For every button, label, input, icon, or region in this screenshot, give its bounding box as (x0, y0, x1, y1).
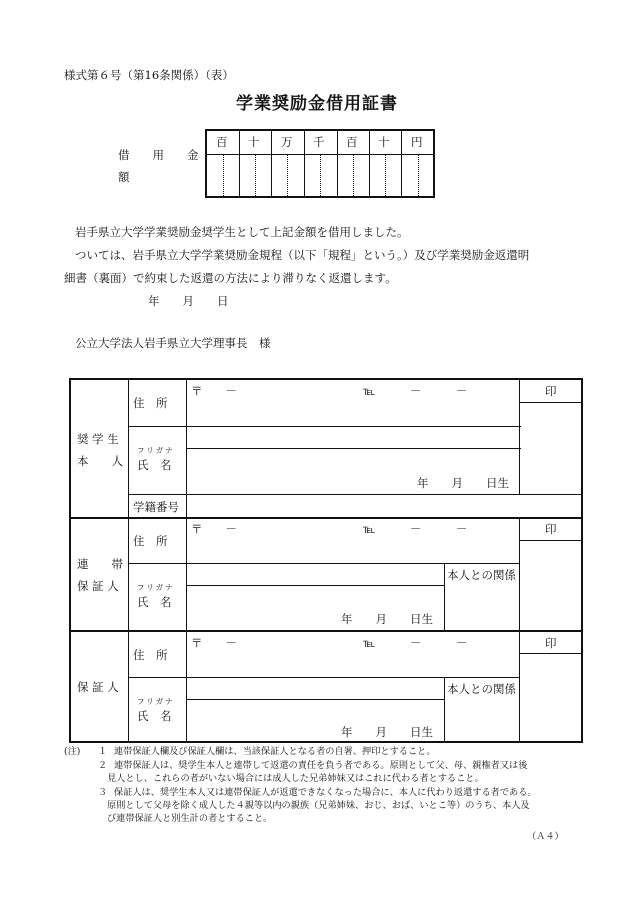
address-label: 住 所 (133, 396, 168, 410)
seal-mark: 印 (545, 522, 557, 536)
addressee: 公立大学法人岩手県立大学理事長 様 (75, 336, 271, 350)
unit-hyaku: 百 (216, 135, 228, 149)
notes-header: (注) (64, 746, 81, 757)
amount-label-2: 額 (118, 170, 130, 184)
note-number: ２ (98, 760, 108, 771)
tel-field[interactable]: ℡ － － (363, 384, 468, 398)
note-text: 連帯保証人欄及び保証人欄は、当該保証人となる者の自署、押印とすること。 (114, 746, 436, 757)
form-code: 様式第６号（第16条関係）（表） (64, 68, 234, 82)
unit-sen: 千 (313, 135, 325, 149)
amount-label: 借 用 金 (118, 148, 199, 162)
furigana-label: フリガナ (137, 697, 175, 706)
joint-guarantor-label: 連 帯 (77, 557, 123, 571)
note-number: ３ (98, 787, 108, 798)
document-title: 学業奨励金借用証書 (236, 94, 398, 114)
furigana-label: フリガナ (137, 446, 175, 455)
tel-field[interactable]: ℡ － － (363, 636, 468, 650)
joint-guarantor-label-2: 保 証 人 (77, 579, 119, 593)
student-label-2: 本 人 (77, 454, 123, 468)
furigana-label: フリガナ (137, 583, 175, 592)
unit-juu-2: 十 (378, 135, 390, 149)
unit-man: 万 (281, 135, 293, 149)
address-label: 住 所 (133, 648, 168, 662)
birth-date-field[interactable]: 年 月 日生 (417, 476, 509, 490)
birth-date-field[interactable]: 年 月 日生 (341, 612, 433, 626)
relation-label: 本人との関係 (447, 682, 516, 696)
unit-hyaku-2: 百 (346, 135, 358, 149)
paragraph-1: 岩手県立大学学業奨励金奨学生として上記金額を借用しました。 (75, 225, 409, 239)
name-label: 氏 名 (137, 709, 172, 723)
unit-juu: 十 (248, 135, 260, 149)
name-label: 氏 名 (137, 458, 172, 472)
amount-grid[interactable] (205, 129, 435, 198)
name-label: 氏 名 (137, 595, 172, 609)
student-number-label: 学籍番号 (133, 500, 179, 514)
address-label: 住 所 (133, 534, 168, 548)
note-text-continued: 見人とし、これらの者がいない場合には成人した兄弟姉妹又はこれに代わる者とすること。 (107, 773, 484, 784)
postal-field[interactable]: 〒 － (191, 384, 237, 398)
seal-mark: 印 (545, 384, 557, 398)
date-line: 年 月 日 (148, 294, 229, 308)
guarantor-label: 保 証 人 (77, 680, 119, 694)
student-label: 奨 学 生 (77, 432, 119, 446)
postal-field[interactable]: 〒 － (191, 636, 237, 650)
seal-mark: 印 (545, 636, 557, 650)
note-text-continued: 原則として父母を除く成人した４親等以内の親族（兄弟姉妹、おじ、おば、いとこ等）のうち、本人及 (107, 800, 530, 811)
tel-field[interactable]: ℡ － － (363, 522, 468, 536)
note-number: １ (98, 746, 108, 757)
paper-size: （Ａ４） (527, 831, 564, 842)
birth-date-field[interactable]: 年 月 日生 (341, 725, 433, 739)
paragraph-2-line-1: ついては、岩手県立大学学業奨励金規程（以下「規程」という。）及び学業奨励金返還明 (75, 248, 530, 262)
paragraph-2-line-2: 細書（裏面）で約束した返還の方法により滞りなく返還します。 (64, 271, 397, 285)
guarantor-table (69, 378, 583, 743)
note-text-continued: び連帯保証人と別生計の者とすること。 (107, 813, 273, 824)
postal-field[interactable]: 〒 － (191, 522, 237, 536)
unit-en: 円 (411, 135, 423, 149)
note-text: 連帯保証人は、奨学生本人と連帯して返還の責任を負う者である。原則として父、母、親権者又は後 (114, 760, 528, 771)
note-text: 保証人は、奨学生本人又は連帯保証人が返還できなくなった場合に、本人に代わり返還する者である。 (114, 787, 537, 798)
relation-label: 本人との関係 (447, 568, 516, 582)
